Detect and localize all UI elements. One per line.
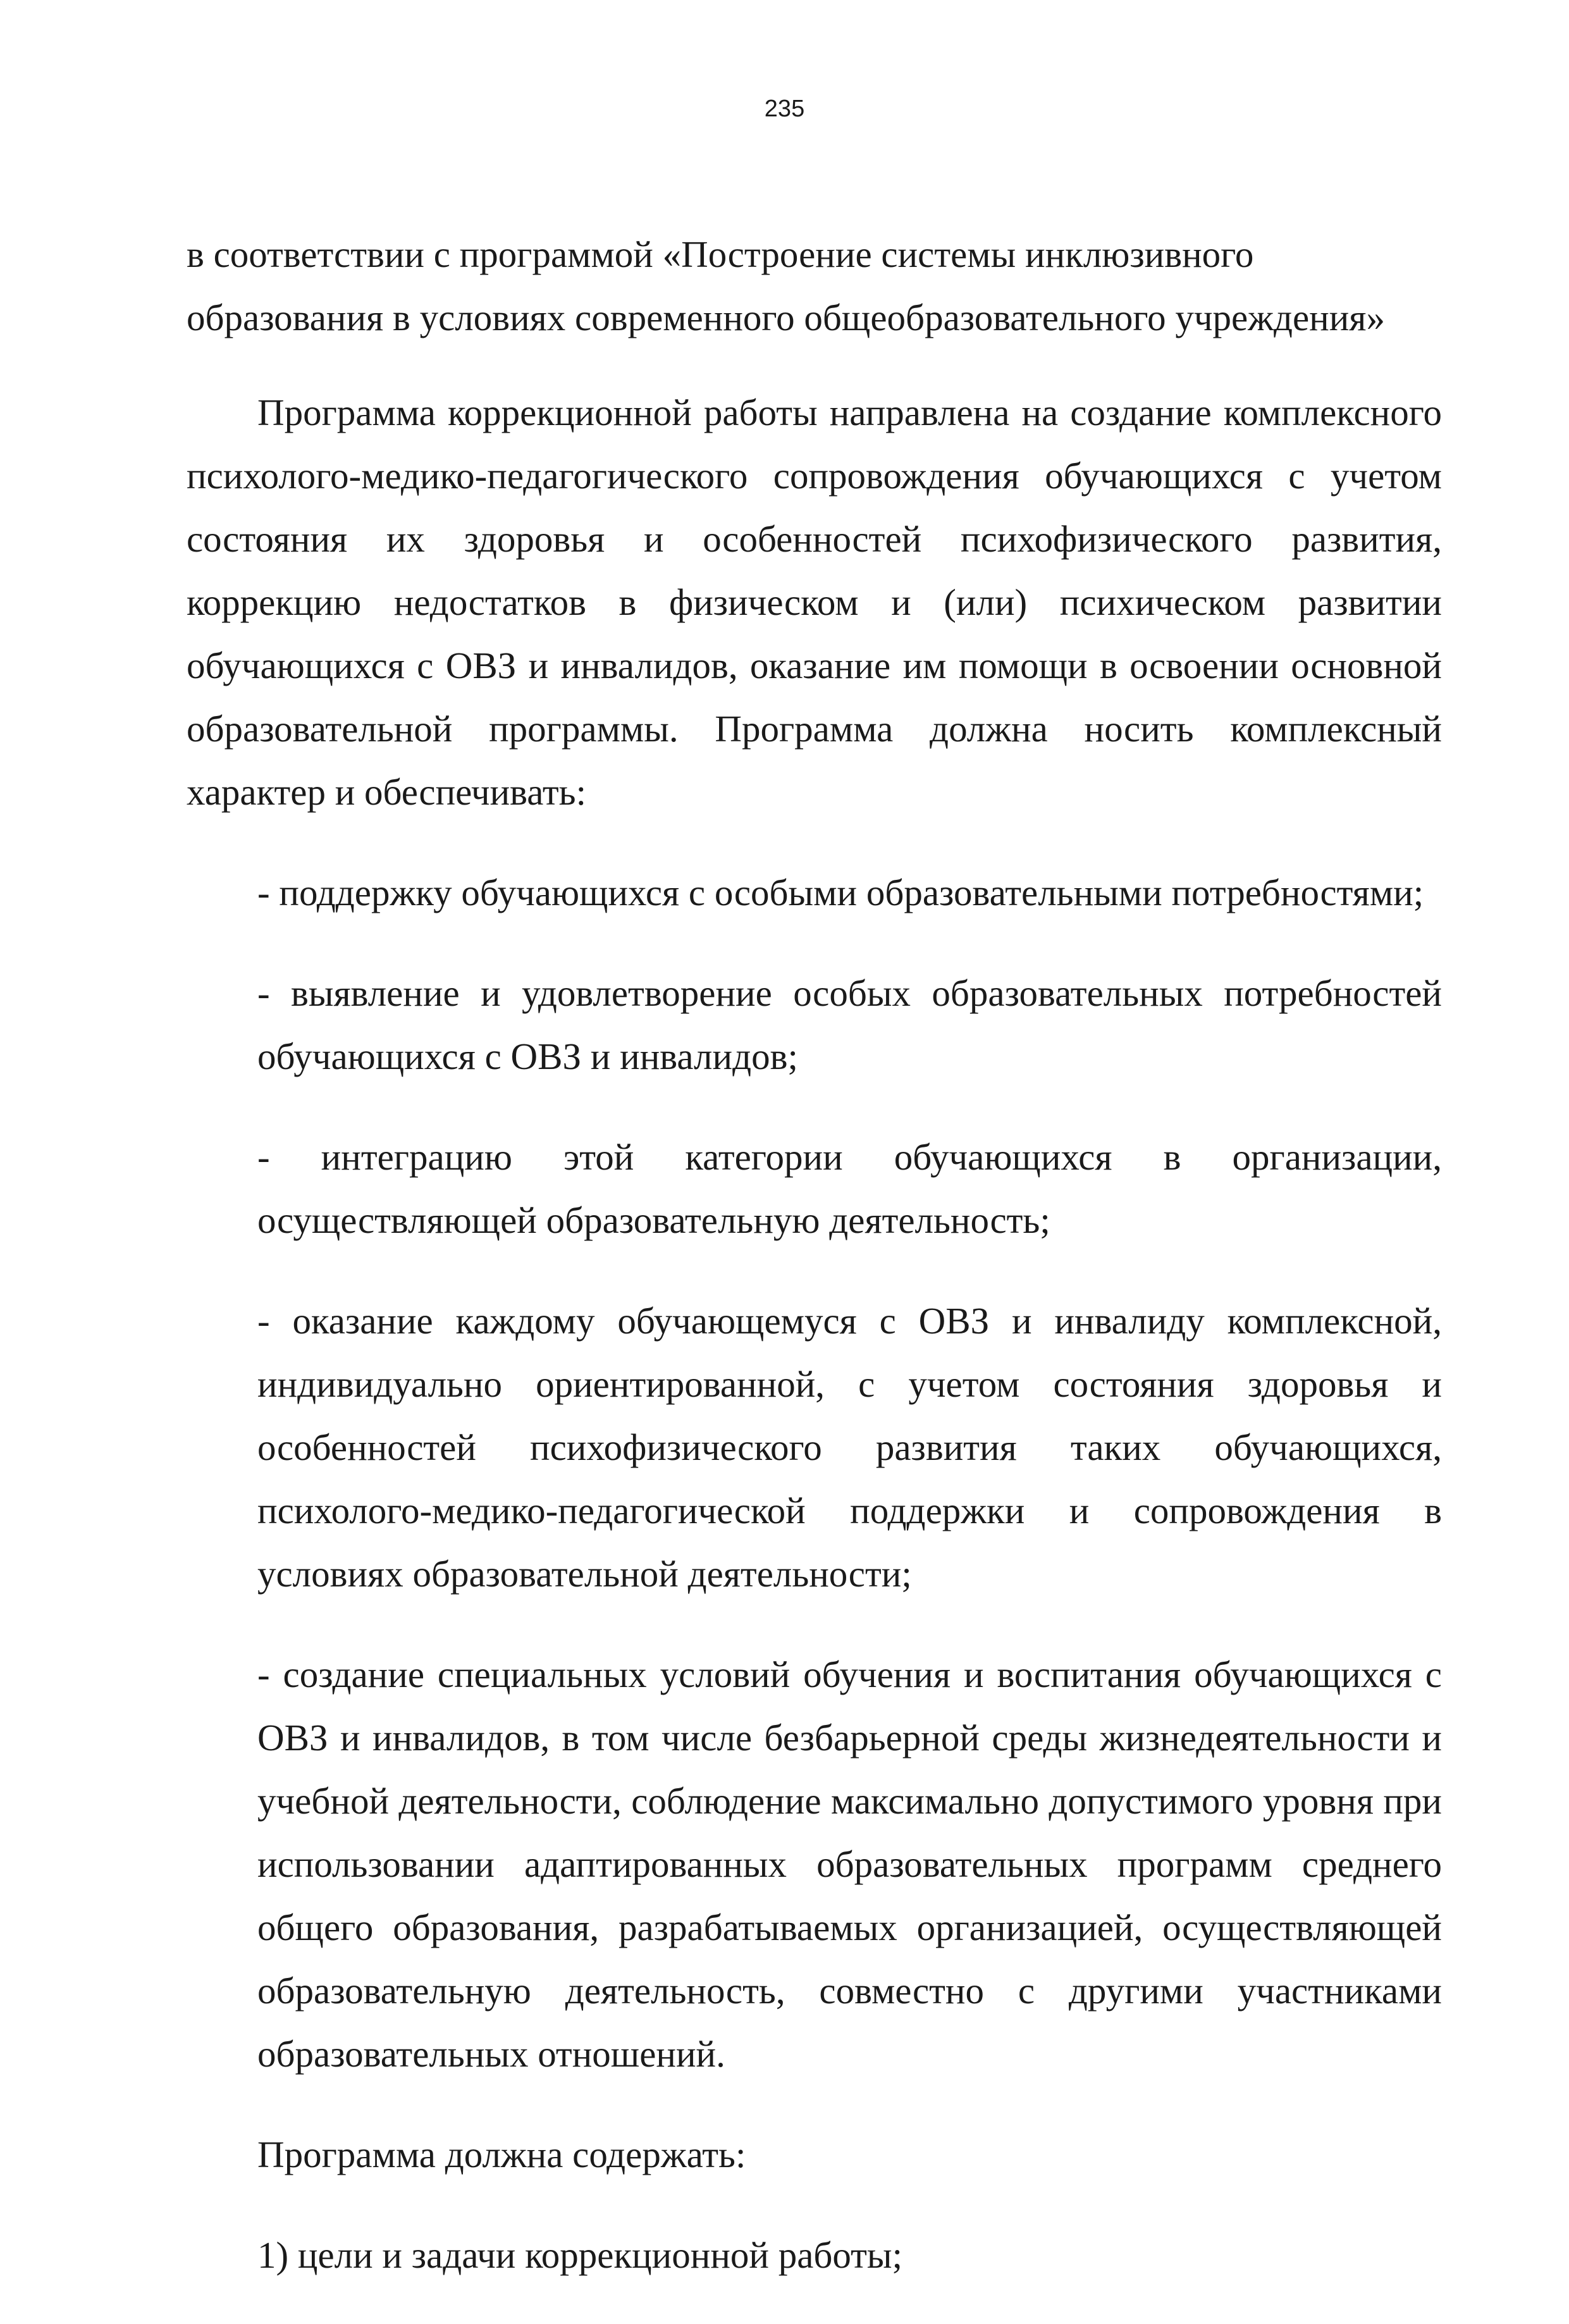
provision-item: - оказание каждому обучающемуся с ОВЗ и инвалиду комплексной, индивидуально ориентированной, с учетом состояния здоровья и особенностей психофизического развития таких обучающихся, психолого-медико-педагогической поддержки и сопровождения в условиях образовательной деятельности; xyxy=(257,1300,1442,1595)
intro-paragraph: Программа коррекционной работы направлена на создание комплексного психолого-медико-педагогического сопровождения обучающихся с учетом состояния их здоровья и особенностей психофизического развития, коррекцию недостатков в физическом и (или) психическом развитии обучающихся с ОВЗ и инвалидов, оказание им помощи в освоении основной образовательной программы. Программа должна носить комплексный характер и обеспечивать: xyxy=(187,392,1442,813)
provision-item: - выявление и удовлетворение особых образовательных потребностей обучающихся с ОВЗ и инвалидов; xyxy=(257,972,1442,1077)
provision-item: - поддержку обучающихся с особыми образовательными потребностями; xyxy=(257,872,1424,913)
contents-item: 1) цели и задачи коррекционной работы; xyxy=(257,2234,902,2276)
provision-item: - создание специальных условий обучения и воспитания обучающихся с ОВЗ и инвалидов, в том числе безбарьерной среды жизнедеятельности и учебной деятельности, соблюдение максимально допустимого уровня при использовании адаптированных образовательных программ среднего общего образования, разрабатываемых организацией, осуществляющей образовательную деятельность, совместно с другими участниками образовательных отношений. xyxy=(257,1653,1442,2075)
provisions-list xyxy=(187,861,1442,2086)
page-number: 235 xyxy=(764,96,805,122)
continued-heading: в соответствии с программой «Построение системы инклюзивного образования в условиях современного общеобразовательного учреждения» xyxy=(187,233,1385,338)
contents-intro: Программа должна содержать: xyxy=(257,2134,746,2175)
document-body xyxy=(187,223,1442,2324)
provision-item: - интеграцию этой категории обучающихся в организации, осуществляющей образовательную деятельность; xyxy=(257,1136,1442,1241)
contents-list xyxy=(187,2223,1442,2287)
